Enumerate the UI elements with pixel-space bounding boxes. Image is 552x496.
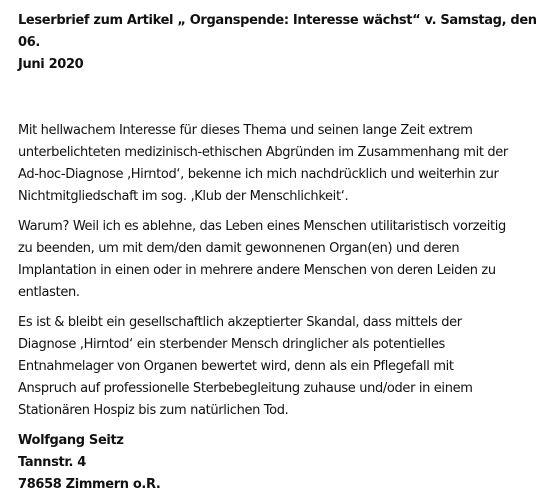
spacer xyxy=(18,208,540,216)
letter-title xyxy=(18,10,540,76)
paragraph-line: Mit hellwachem Interesse für dieses Thema und seinen lange Zeit extrem xyxy=(18,123,473,138)
paragraph-line: Ad-hoc-Diagnose ‚Hirntod‘, bekenne ich mich nachdrücklich und weiterhin zur xyxy=(18,167,499,182)
paragraph-line: Nichtmitgliedschaft im sog. ‚Klub der Menschlichkeit‘. xyxy=(18,189,349,204)
paragraph-line: Stationären Hospiz bis zum natürlichen Tod. xyxy=(18,403,289,418)
paragraph-line: Warum? Weil ich es ablehne, das Leben eines Menschen utilitaristisch vorzeitig xyxy=(18,219,506,234)
title-line-2: Juni 2020 xyxy=(18,57,84,72)
paragraph-line: Diagnose ‚Hirntod‘ ein sterbender Mensch dringlicher als potentielles xyxy=(18,337,445,352)
paragraph-3 xyxy=(18,312,540,422)
paragraph-line: Entnahmelager von Organen bewertet wird, denn als ein Pflegefall mit xyxy=(18,359,454,374)
letter-document xyxy=(18,10,540,496)
paragraph-line: zu beenden, um mit dem/den damit gewonnenen Organ(en) und deren xyxy=(18,241,460,256)
paragraph-line: Anspruch auf professionelle Sterbebegleitung zuhause und/oder in einem xyxy=(18,381,473,396)
paragraph-line: Es ist & bleibt ein gesellschaftlich akzeptierter Skandal, dass mittels der xyxy=(18,315,462,330)
signature-block xyxy=(18,430,540,496)
paragraph-2 xyxy=(18,216,540,304)
signature-city: 78658 Zimmern o.R. xyxy=(18,477,161,492)
title-line-1: Leserbrief zum Artikel „ Organspende: Interesse wächst“ v. Samstag, den 06. xyxy=(18,13,537,50)
paragraph-line: unterbelichteten medizinisch-ethischen Abgründen im Zusammenhang mit der xyxy=(18,145,508,160)
signature-street: Tannstr. 4 xyxy=(18,455,86,470)
spacer xyxy=(18,422,540,430)
signature-name: Wolfgang Seitz xyxy=(18,433,124,448)
spacer xyxy=(18,304,540,312)
paragraph-line: entlasten. xyxy=(18,285,80,300)
spacer xyxy=(18,76,540,120)
paragraph-line: Implantation in einen oder in mehrere andere Menschen von deren Leiden zu xyxy=(18,263,496,278)
paragraph-1 xyxy=(18,120,540,208)
